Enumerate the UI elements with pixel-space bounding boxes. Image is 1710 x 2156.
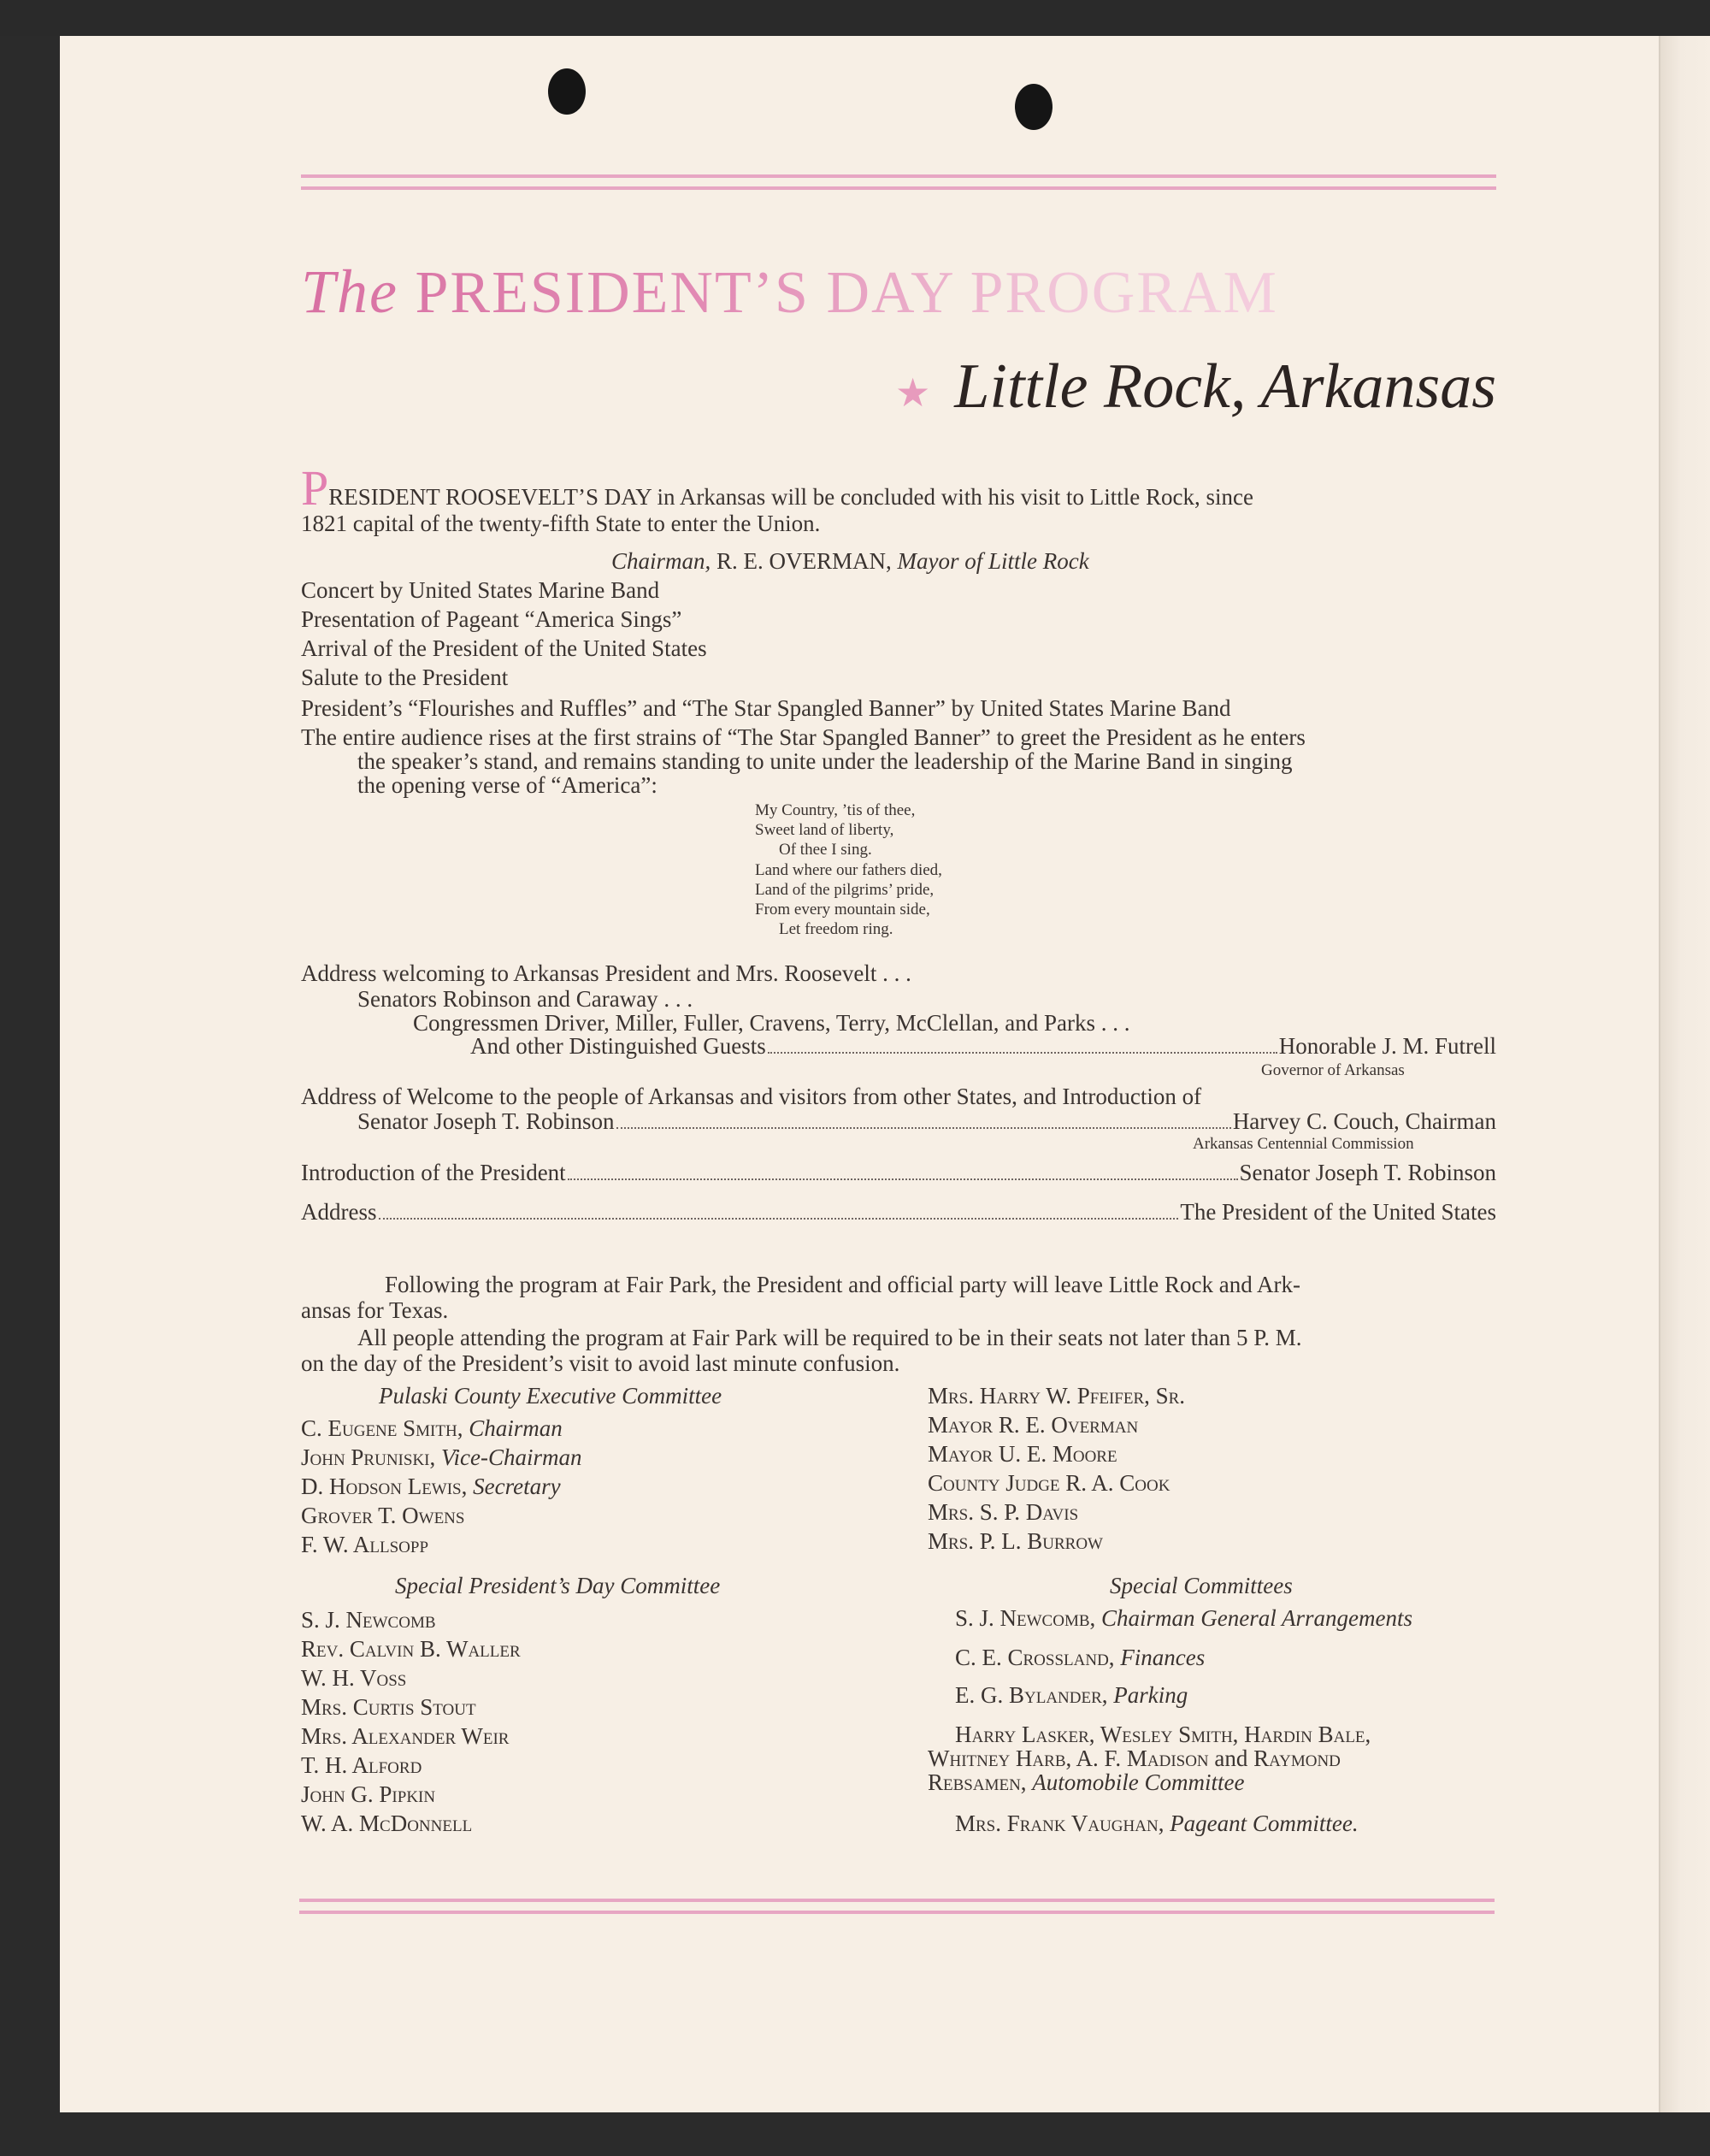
dot-leader <box>616 1127 1231 1129</box>
committee-member: Rev. Calvin B. Waller <box>301 1636 521 1662</box>
facing-page-edge <box>1659 36 1710 2112</box>
committee-member: John Pruniski, Vice-Chairman <box>301 1444 582 1470</box>
committee-member: C. Eugene Smith, Chairman <box>301 1415 563 1441</box>
committee-member: John G. Pipkin <box>301 1781 436 1807</box>
program-item: Arrival of the President of the United States <box>301 635 707 661</box>
program-page <box>60 36 1659 2112</box>
committee-member: S. J. Newcomb <box>301 1607 436 1633</box>
committee-member: D. Hodson Lewis, Secretary <box>301 1474 561 1499</box>
futrell-title: Governor of Arkansas <box>1261 1061 1405 1079</box>
intro-dropcap: P <box>301 460 329 516</box>
punch-hole-left <box>548 68 586 115</box>
poem-line: My Country, ’tis of thee, <box>755 801 916 819</box>
chairman-line: Chairman, R. E. OVERMAN, Mayor of Little Rock <box>611 548 1089 574</box>
committee-member: Grover T. Owens <box>301 1503 465 1528</box>
poem-line: Let freedom ring. <box>779 920 893 939</box>
audience-line-1: The entire audience rises at the first strains of “The Star Spangled Banner” to greet the President as he enters <box>301 724 1306 750</box>
committee-member: W. H. Voss <box>301 1665 407 1691</box>
dot-leader <box>379 1218 1179 1220</box>
following-line-4: on the day of the President’s visit to avoid last minute confusion. <box>301 1350 900 1376</box>
special-committee-item: C. E. Crossland, Finances <box>955 1645 1206 1670</box>
following-line-3: All people attending the program at Fair Park will be required to be in their seats not later than 5 P. M. <box>357 1325 1302 1350</box>
automobile-committee-line-2: Whitney Harb, A. F. Madison and Raymond <box>928 1745 1341 1771</box>
bottom-rule-1 <box>299 1899 1495 1902</box>
welcome-line-2: Senators Robinson and Caraway . . . <box>357 986 693 1012</box>
committee-member-right: Mayor R. E. Overman <box>928 1412 1139 1438</box>
dot-leader <box>568 1178 1238 1180</box>
poem-line: Of thee I sing. <box>779 841 872 859</box>
scan-background-top <box>0 0 1710 36</box>
top-rule-2 <box>301 186 1496 190</box>
program-item: Presentation of Pageant “America Sings” <box>301 606 682 632</box>
committee-member-right: Mayor U. E. Moore <box>928 1441 1117 1467</box>
committee-member-right: County Judge R. A. Cook <box>928 1470 1170 1496</box>
intro-line-1: PRESIDENT ROOSEVELT’S DAY in Arkansas will be concluded with his visit to Little Rock, since <box>301 460 1253 516</box>
welcome-line-4: And other Distinguished Guests Honorable J. M. Futrell <box>470 1033 1496 1059</box>
welcome-line-3: Congressmen Driver, Miller, Fuller, Cravens, Terry, McClellan, and Parks . . . <box>413 1010 1130 1036</box>
special-committees-heading: Special Committees <box>1110 1573 1293 1598</box>
title-main: PRESIDENT’S DAY PROGRAM <box>415 260 1278 326</box>
automobile-committee-line-1: Harry Lasker, Wesley Smith, Hardin Bale, <box>955 1722 1371 1747</box>
welcome-line-1: Address welcoming to Arkansas President and Mrs. Roosevelt . . . <box>301 960 911 986</box>
poem-line: Land of the pilgrims’ pride, <box>755 880 935 899</box>
pageant-committee-line: Mrs. Frank Vaughan, Pageant Committee. <box>955 1810 1359 1836</box>
committee-member-right: Mrs. Harry W. Pfeifer, Sr. <box>928 1383 1186 1409</box>
poem-line: Sweet land of liberty, <box>755 821 894 840</box>
bottom-rule-2 <box>299 1911 1495 1914</box>
automobile-committee-line-3: Rebsamen, Automobile Committee <box>928 1769 1245 1795</box>
committee-member: Mrs. Curtis Stout <box>301 1694 476 1720</box>
location-subtitle <box>895 351 1496 423</box>
subtitle-text: Little Rock, Arkansas <box>954 351 1496 422</box>
star-icon: ★ <box>895 371 931 416</box>
poem-line: From every mountain side, <box>755 900 930 919</box>
punch-hole-right <box>1015 84 1053 130</box>
committee-member-right: Mrs. P. L. Burrow <box>928 1528 1103 1554</box>
people-welcome-line-2: Senator Joseph T. Robinson Harvey C. Couch, Chairman <box>357 1108 1496 1134</box>
committee-member: T. H. Alford <box>301 1752 422 1778</box>
audience-line-3: the opening verse of “America”: <box>357 772 657 798</box>
special-committee-item: S. J. Newcomb, Chairman General Arrangements <box>955 1605 1413 1631</box>
program-item: Salute to the President <box>301 665 509 690</box>
introduction-line: Introduction of the President Senator Joseph T. Robinson <box>301 1160 1496 1185</box>
title-the: The <box>301 257 398 326</box>
committee-member: Mrs. Alexander Weir <box>301 1723 510 1749</box>
intro-line-2: 1821 capital of the twenty-fifth State to enter the Union. <box>301 511 821 536</box>
dot-leader <box>768 1052 1277 1054</box>
special-presidents-day-heading: Special President’s Day Committee <box>395 1573 721 1598</box>
top-rule-1 <box>301 174 1496 178</box>
special-committee-item: E. G. Bylander, Parking <box>955 1682 1188 1708</box>
pulaski-heading: Pulaski County Executive Committee <box>379 1383 722 1409</box>
people-welcome-line-1: Address of Welcome to the people of Arkansas and visitors from other States, and Introduction of <box>301 1084 1202 1109</box>
audience-line-2: the speaker’s stand, and remains standing to unite under the leadership of the Marine Band in singing <box>357 748 1293 774</box>
couch-title: Arkansas Centennial Commission <box>1193 1135 1414 1153</box>
america-verse <box>755 800 942 939</box>
committee-member: F. W. Allsopp <box>301 1532 429 1557</box>
following-line-2: ansas for Texas. <box>301 1297 449 1323</box>
poem-line: Land where our fathers died, <box>755 860 942 879</box>
committee-member-right: Mrs. S. P. Davis <box>928 1499 1079 1525</box>
program-item: President’s “Flourishes and Ruffles” and “The Star Spangled Banner” by United States Marine Band <box>301 695 1231 721</box>
page-title <box>301 257 1498 328</box>
following-line-1: Following the program at Fair Park, the President and official party will leave Little Rock and Ark- <box>385 1272 1300 1297</box>
program-item: Concert by United States Marine Band <box>301 577 660 603</box>
address-line: Address The President of the United States <box>301 1199 1496 1225</box>
committee-member: W. A. McDonnell <box>301 1810 473 1836</box>
